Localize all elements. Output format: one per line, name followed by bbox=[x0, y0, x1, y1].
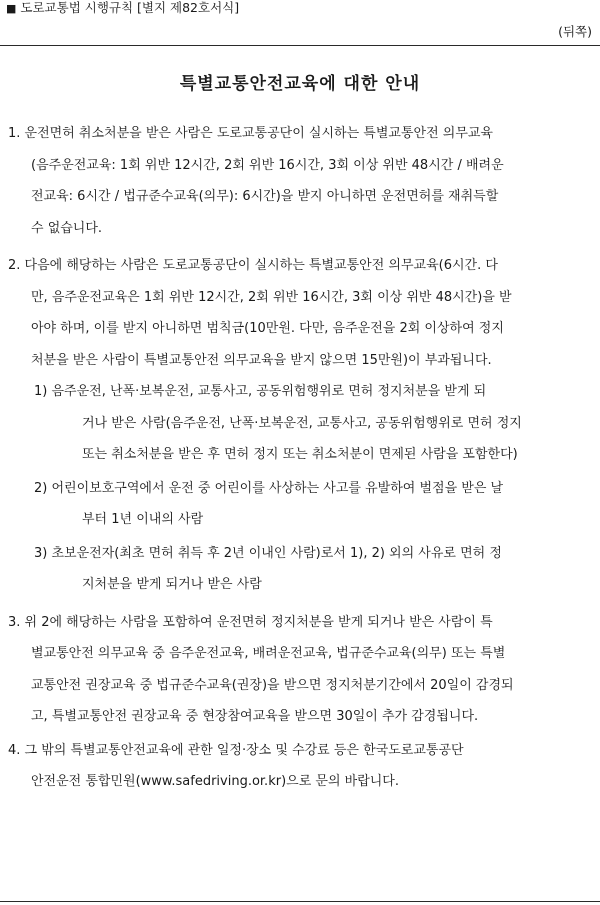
subitem-line: 부터 1년 이내의 사람 bbox=[82, 512, 204, 527]
page-side-label: (뒤쪽) bbox=[558, 24, 592, 39]
notice-item-3 bbox=[0, 607, 600, 733]
item-line: 4. 그 밖의 특별교통안전교육에 관한 일정·장소 및 수강료 등은 한국도로교통공단 bbox=[8, 742, 464, 758]
item-line: 1. 운전면허 취소처분을 받은 사람은 도로교통공단이 실시하는 특별교통안전 의무교육 bbox=[8, 126, 493, 141]
item-line: 처분을 받은 사람이 특별교통안전 의무교육을 받지 않으면 15만원)이 부과됩니다. bbox=[31, 352, 492, 368]
item-line: 고, 특별교통안전 권장교육 중 현장참여교육을 받으면 30일이 추가 감경됩니다. bbox=[31, 709, 479, 724]
top-divider bbox=[0, 45, 600, 46]
subitem-line: 2) 어린이보호구역에서 운전 중 어린이를 사상하는 사고를 유발하여 벌점을 받은 날 bbox=[34, 480, 504, 496]
subitem-line: 1) 음주운전, 난폭·보복운전, 교통사고, 공동위험행위로 면허 정지처분을 받게 되 bbox=[34, 384, 487, 399]
item-line: 2. 다음에 해당하는 사람은 도로교통공단이 실시하는 특별교통안전 의무교육(6시간. 다 bbox=[8, 258, 498, 273]
notice-subitem-2-3 bbox=[0, 538, 600, 601]
subitem-line: 3) 초보운전자(최초 면허 취득 후 2년 이내인 사람)로서 1), 2) 외의 사유로 면허 정 bbox=[34, 545, 502, 561]
notice-item-2 bbox=[0, 250, 600, 376]
item-line: 전교육: 6시간 / 법규준수교육(의무): 6시간)을 받지 아니하면 운전면허를 재취득할 bbox=[31, 189, 499, 204]
item-line: (음주운전교육: 1회 위반 12시간, 2회 위반 16시간, 3회 이상 위반 48시간 / 배려운 bbox=[31, 157, 504, 173]
item-line: 별교통안전 의무교육 중 음주운전교육, 배려운전교육, 법규준수교육(의무) 또는 특별 bbox=[31, 646, 506, 661]
subitem-line: 거나 받은 사람(음주운전, 난폭·보복운전, 교통사고, 공동위험행위로 면허 정지 bbox=[82, 415, 522, 431]
item-line: 만, 음주운전교육은 1회 위반 12시간, 2회 위반 16시간, 3회 이상 위반 48시간)을 받 bbox=[31, 289, 512, 305]
bottom-divider bbox=[0, 901, 600, 902]
document-body bbox=[0, 118, 600, 798]
notice-item-1 bbox=[0, 118, 600, 244]
notice-item-4 bbox=[0, 735, 600, 798]
subitem-line: 또는 취소처분을 받은 후 면허 정지 또는 취소처분이 면제된 사람을 포함한다) bbox=[82, 447, 518, 462]
form-header bbox=[6, 0, 239, 17]
document-title: 특별교통안전교육에 대한 안내 bbox=[179, 74, 421, 94]
notice-subitem-2-2 bbox=[0, 473, 600, 536]
notice-subitem-2-1 bbox=[0, 376, 600, 471]
item-line: 안전운전 통합민원(www.safedriving.or.kr)으로 문의 바랍니다. bbox=[31, 774, 399, 789]
black-square-icon: ■ bbox=[6, 2, 17, 15]
subitem-line: 지처분을 받게 되거나 받은 사람 bbox=[82, 577, 262, 592]
item-line: 수 없습니다. bbox=[31, 220, 103, 236]
item-line: 아야 하며, 이를 받지 아니하면 범칙금(10만원. 다만, 음주운전을 2회 이상하여 정지 bbox=[31, 321, 504, 336]
form-title: 도로교통법 시행규칙 [별지 제82호서식] bbox=[20, 0, 240, 15]
item-line: 교통안전 권장교육 중 법규준수교육(권장)을 받으면 정지처분기간에서 20일이 감경되 bbox=[31, 677, 514, 693]
item-line: 3. 위 2에 해당하는 사람을 포함하여 운전면허 정지처분을 받게 되거나 받은 사람이 특 bbox=[8, 614, 493, 630]
